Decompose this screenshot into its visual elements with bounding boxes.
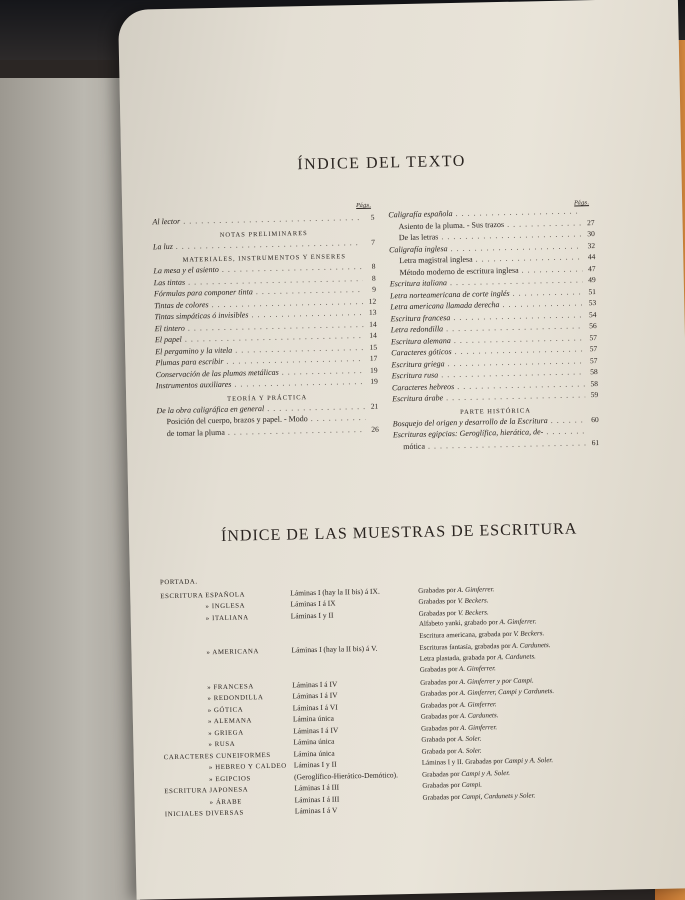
toc-entry-page: 51 [588,286,597,296]
dot-leader [256,285,363,296]
sample-plates [290,579,418,582]
dot-leader [441,229,582,241]
toc-entry-page: 12 [368,296,377,306]
toc-entry-page: 57 [589,332,598,342]
facing-page [0,78,140,900]
sample-credit-label: Grabadas por [419,665,458,674]
sample-script-name: » GÓTICA [207,706,244,714]
sample-script-name: CARACTERES CUNEIFORMES [163,751,271,761]
sample-plates: Láminas I y II [293,759,337,770]
toc-entry-title: de tomar la pluma [166,427,225,438]
dot-leader [450,275,583,287]
toc-entry-page: 19 [369,365,378,375]
sample-credit [418,596,488,605]
dot-leader [311,413,366,423]
sample-plates [292,660,420,663]
toc-entry-title: mótica [403,441,426,451]
section-header: MATERIALES, INSTRUMENTOS Y ENSERES [182,253,346,264]
sample-credit-label: Escrituras fantasía, grabadas por [419,641,511,652]
sample-plates: Lámina única [293,736,335,747]
dot-leader [453,310,583,322]
sample-plates: Láminas I y II [290,610,334,621]
toc-entry-title: Posición del cuerpo, brazos y papel. - Modo [166,414,308,427]
toc-entry-title: Asiento de la pluma. - Sus trazos [398,219,505,231]
toc-entry-page: 14 [369,319,377,329]
dot-leader [446,321,584,333]
sample-plates: Láminas I á III [294,782,340,793]
toc-entry-title: Escritura alemana [390,335,451,346]
sample-credit [421,700,497,710]
toc-entry-title: De las letras [398,232,439,243]
sample-script-name [162,675,292,678]
sample-credit [421,711,499,721]
sample-plates: Láminas I (hay la II bis) á V. [291,643,378,655]
sample-script-name: INICIALES DIVERSAS [164,809,244,819]
toc-entry-title: Conservación de las plumas metálicas [155,367,279,379]
sample-credit [419,608,489,617]
toc-entry-title: La luz [152,241,173,251]
section-header: PARTE HISTÓRICA [459,406,532,416]
dot-leader [450,241,582,253]
toc-entry-title: Tintas simpáticas ó invisibles [154,310,249,322]
toc-entry-page: 19 [370,376,378,386]
sample-plates: Láminas I á IV [293,725,339,735]
toc-entry-title: Método moderno de escritura inglesa [399,265,519,277]
toc-entry-page: 21 [370,401,379,411]
dot-leader [267,401,365,412]
toc-entry-title: Escritura rusa [391,370,439,381]
dot-leader [455,206,581,218]
sample-script-name: » HEBREO Y CALDEO [208,762,287,772]
sample-credit-label: Grabadas por [418,597,457,606]
toc-entry-page: 53 [588,298,597,308]
dot-leader [455,344,585,356]
sample-script-name: ESCRITURA ESPAÑOLA [160,590,246,600]
sample-script-name: » FRANCESA [207,682,254,691]
dot-leader [546,426,586,436]
toc-entry-title: De la obra caligráfica en general [156,403,265,415]
sample-credit-label: Grabadas por [421,723,459,733]
sample-plates: Láminas I á V [294,805,338,816]
sample-credit-label: Grabadas por [420,677,458,687]
sample-engraver: A. Gimferrer y por Campi. [457,675,534,686]
sample-plates: Láminas I á IX [290,598,336,609]
toc-entry-title: Letra magistral inglesa [399,254,473,266]
sample-engraver: Campi y A. Soler. [502,756,554,766]
sample-engraver: A. Gimferrer. [497,617,537,627]
toc-entry-page: 56 [589,321,597,331]
dot-leader [183,213,361,226]
toc-entry-page: 9 [372,284,376,294]
toc-entry-page: 27 [586,217,595,227]
toc-entry-title: Caracteres góticos [391,347,452,358]
sample-credit [420,652,536,662]
index-samples-list [160,570,585,820]
toc-entry-page: 57 [589,344,598,354]
sample-plates [291,626,419,629]
sample-credit-label: Grabada por [421,735,457,744]
dot-leader [282,365,365,376]
toc-entry-title: Letra americana llamada derecha [390,300,500,312]
sample-credit [421,723,497,733]
toc-entry-title: Caracteres hebreos [391,381,455,392]
sample-credit-label: Alfabeto yanki, grabado por [418,618,498,628]
sample-credit [418,585,494,595]
sample-script-name: » INGLESA [205,602,246,611]
toc-entry-title: El pergamino y la vitela [155,345,233,356]
sample-credit-label: Grabadas por [420,712,459,721]
toc-entry-page: 15 [369,342,378,352]
sample-credit [419,617,537,627]
toc-entry-title: Las tintas [153,277,186,287]
dot-leader [551,415,586,425]
toc-entry-page: 58 [590,378,599,388]
section-header: NOTAS PRELIMINARES [219,229,308,239]
sample-engraver: A. Gimferrer. [458,722,498,732]
sample-plates: Láminas I á VI [292,702,338,712]
toc-entry-page: 14 [369,330,377,340]
toc-entry-page: 54 [588,309,597,319]
dot-leader [428,438,586,450]
sample-plates: Láminas I á IV [292,690,338,701]
sample-engraver: V. Beckers. [511,628,545,638]
dot-leader [457,379,585,391]
toc-entry-page: 13 [368,307,377,317]
sample-engraver: A. Gimferrer, Campi y Cardunets. [457,687,555,698]
sample-credit [419,641,550,652]
index-samples-title: ÍNDICE DE LAS MUESTRAS DE ESCRITURA [220,520,578,545]
sample-script-name: » ALEMANA [207,717,253,726]
toc-entry-page: 61 [591,437,600,447]
toc-entry-page: 30 [587,229,595,239]
dot-leader [512,287,583,297]
sample-engraver: A. Cardunets. [510,641,551,650]
toc-entry-title: Escritura francesa [390,312,451,323]
sample-credit-label: Grabadas por [420,700,459,710]
toc-entry-title: Letra norteamericana de corte inglés [389,288,510,300]
sample-credit-label: Grabadas por [420,689,458,698]
sample-script-name: » ÁRABE [209,798,243,806]
toc-entry-page: 8 [371,261,376,271]
sample-script-name [161,640,291,643]
toc-entry-page: 59 [590,390,599,400]
sample-credit [420,676,534,686]
sample-plates: Lámina única [293,748,335,758]
toc-entry-title: La mesa y el asiento [153,264,219,276]
sample-plates: Lámina única [292,713,335,724]
sample-script-name: » ITALIANA [205,613,249,622]
dot-leader [251,308,363,319]
toc-entry-title: Escritura griega [391,358,445,369]
sample-credit-label: Grabadas por [422,781,460,790]
toc-entry-page: 49 [588,275,596,285]
sample-script-name [162,663,292,666]
sample-engraver: Campi, Cardunets y Soler. [459,790,536,801]
sample-plates: Láminas I (hay la II bis) á IX. [290,586,380,598]
sample-credit [422,781,482,790]
toc-entry-title: Caligrafía inglesa [388,243,448,254]
toc-entry-page: 7 [371,237,376,247]
dot-leader [441,367,585,379]
sample-script-name: » RUSA [208,740,236,749]
sample-engraver: Campi. [459,780,483,790]
dot-leader [454,333,584,345]
dot-leader [446,390,585,402]
toc-entry-title: Bosquejo del origen y desarrollo de la Escritura [392,415,548,428]
dot-leader [234,377,365,389]
sample-script-name: ESCRITURA JAPONESA [164,786,249,796]
toc-entry-title: Plumas para escribir [155,356,224,368]
index-text-title: ÍNDICE DEL TEXTO [297,152,466,174]
sample-engraver: A. Cardunets. [495,651,536,661]
sample-engraver: V. Beckers. [455,596,489,606]
dot-leader [476,252,583,263]
sample-credit [421,735,481,744]
dot-leader [235,342,364,354]
dot-leader [222,262,363,274]
dot-leader [507,218,582,229]
index-text-left-column [152,213,379,441]
toc-entry-title: El papel [154,334,182,345]
sample-credit [420,664,496,674]
toc-entry-title: Escrituras egipcias: Geroglífica, hierática, de- [392,427,544,440]
sample-engraver: V. Beckers. [456,607,489,617]
sample-engraver: A. Soler. [456,734,482,744]
sample-script-name: » EGIPCIOS [209,774,251,783]
toc-entry-page: 17 [369,353,378,363]
dot-leader [228,424,366,436]
sample-script-name: » AMERICANA [206,648,260,657]
toc-entry-page: 8 [371,273,376,283]
sample-credit [419,629,544,640]
toc-entry-title: Instrumentos auxiliares [155,379,232,391]
sample-credit-label: Grabada por [421,746,457,756]
sample-credit-label: Letra plastada, grabada por [419,652,496,663]
sample-credit [422,746,482,755]
toc-entry-title: Fórmulas para componer tinta [153,287,253,299]
toc-entry-title: Tintas de colores [154,299,209,310]
toc-entry-page: 5 [370,212,375,222]
toc-entry-page: 44 [587,252,596,262]
toc-entry-page: 26 [371,424,379,434]
section-header: TEORÍA Y PRÁCTICA [227,393,308,403]
sample-credit-label: Escritura americana, grabada por [419,629,512,640]
sample-plates [291,637,419,640]
sample-plates [292,672,420,675]
sample-engraver: A. Cardunets. [458,711,499,721]
sample-credit-label: Grabadas por [418,585,456,595]
pag-label-left: Págs. [356,202,372,210]
toc-entry-page: 58 [590,367,598,377]
sample-plates: Láminas I á III [294,794,340,804]
dot-leader [226,354,364,366]
toc-entry-title: El tintero [154,323,185,333]
sample-script-name: » REDONDILLA [207,694,264,703]
sample-credit-label: Grabadas por [418,608,457,618]
toc-entry-page: 57 [589,355,598,365]
sample-engraver: Campi y A. Soler. [459,768,511,778]
toc-entry-page: 32 [587,240,596,250]
sample-script-name: » GRIEGA [208,729,244,737]
sample-credit [422,756,553,767]
toc-entry-title: Escritura árabe [392,393,444,404]
sample-credit [422,768,510,778]
toc-entry-title: Escritura italiana [389,278,448,289]
dot-leader [211,296,363,308]
dot-leader [502,298,583,309]
sample-plates: (Geroglífico-Hierático-Demótico). [293,769,399,781]
sample-engraver: A. Gimferrer. [457,664,496,674]
book-page [118,0,685,900]
sample-plates: Láminas I á IV [292,679,338,689]
sample-credit-label: Grabadas por [422,792,461,802]
sample-credit-label: Láminas I y II. Grabadas por [421,757,503,767]
sample-engraver: A. Gimferrer. [455,584,495,594]
dot-leader [522,264,583,274]
sample-credit [422,791,535,801]
dot-leader [447,356,584,368]
sample-credit [420,687,554,698]
toc-entry-title: Letra redondilla [390,324,444,335]
pag-label-right: Págs. [574,200,590,207]
toc-entry-title: Al lector [152,216,181,227]
sample-engraver: A. Soler. [456,746,482,755]
index-text-right-column [388,206,599,453]
toc-entry-title: Caligrafía española [388,209,453,220]
sample-script-name [161,629,291,632]
sample-engraver: A. Gimferrer. [458,699,497,709]
toc-entry-page: 60 [591,414,599,424]
toc-entry-page: 47 [587,263,596,273]
sample-script-name: PORTADA. [159,578,198,587]
sample-credit-label: Grabadas por [421,769,460,779]
